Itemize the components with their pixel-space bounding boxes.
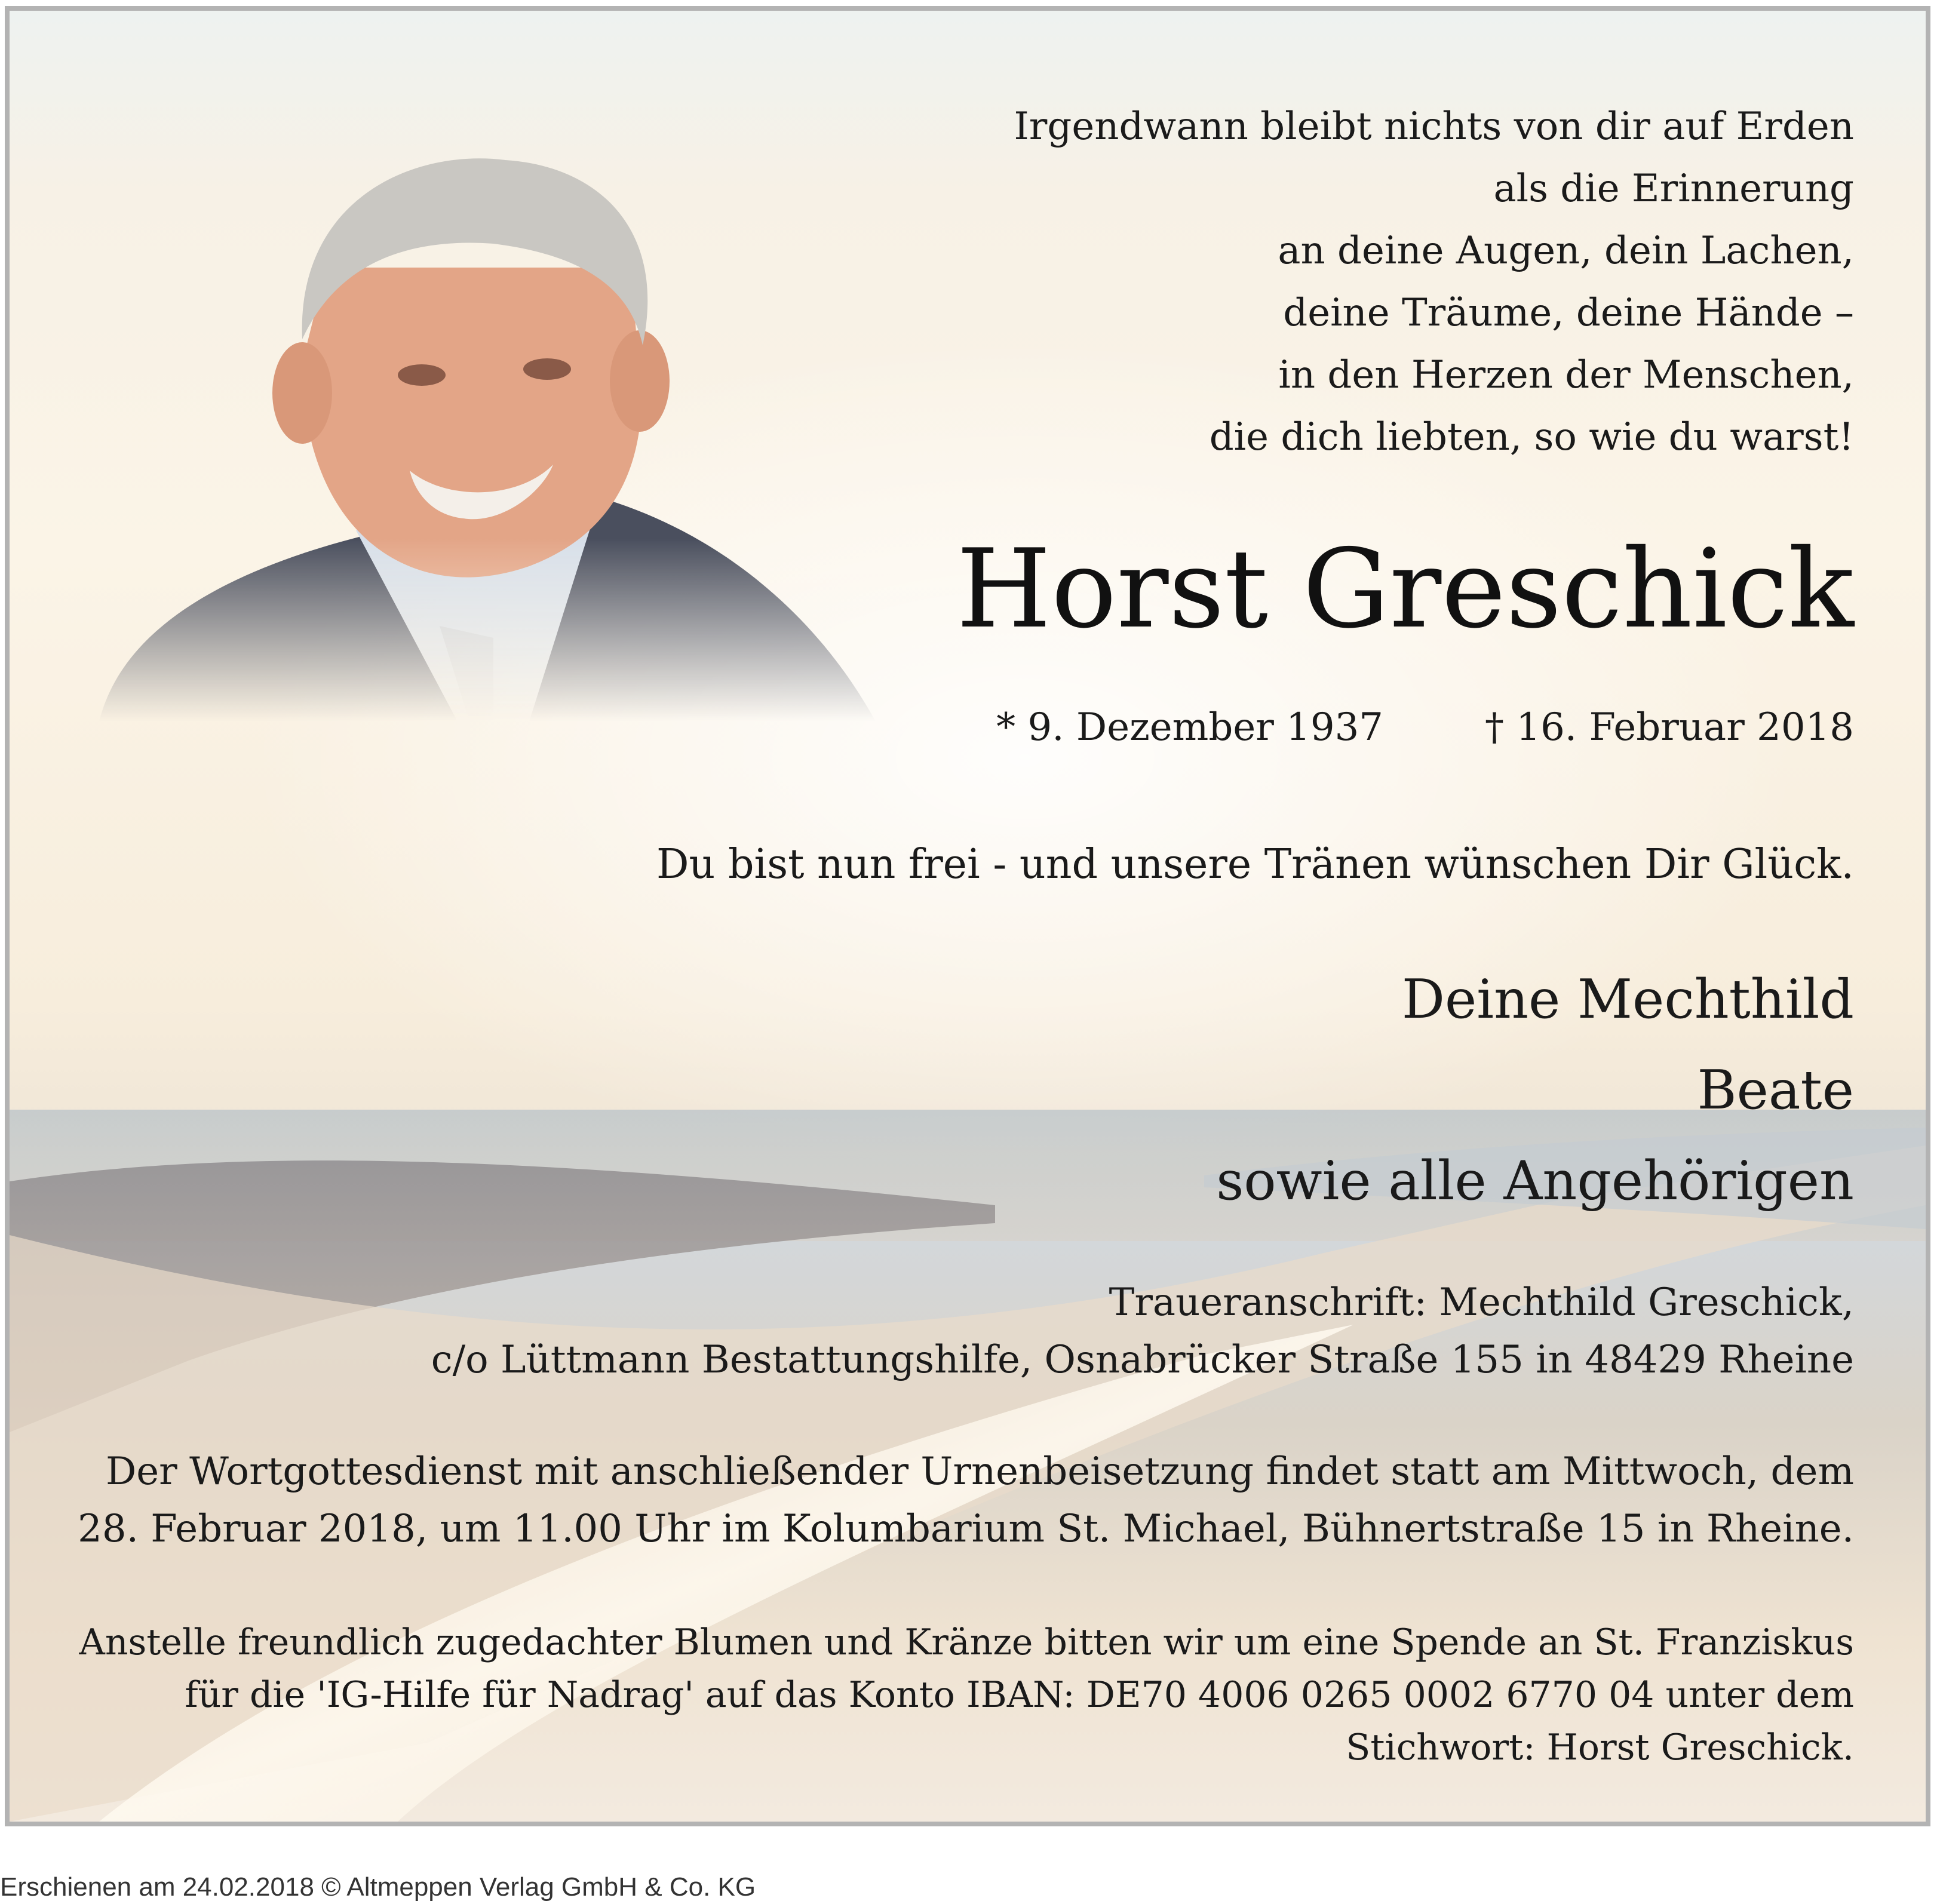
verse-line: in den Herzen der Menschen, bbox=[1278, 353, 1854, 397]
verse-line: an deine Augen, dein Lachen, bbox=[1278, 229, 1854, 273]
death-date: † 16. Februar 2018 bbox=[1485, 705, 1854, 750]
mourning-address bbox=[431, 1274, 1854, 1389]
address-line: Traueranschrift: Mechthild Greschick, bbox=[1109, 1280, 1854, 1325]
birth-date: * 9. Dezember 1937 bbox=[996, 705, 1383, 750]
portrait-photo bbox=[75, 112, 876, 721]
memorial-verse bbox=[1014, 96, 1855, 468]
motto: Du bist nun frei - und unsere Tränen wünschen Dir Glück. bbox=[656, 841, 1854, 888]
mourner-line: Beate bbox=[1697, 1059, 1854, 1122]
verse-line: die dich liebten, so wie du warst! bbox=[1209, 415, 1854, 459]
verse-line: Irgendwann bleibt nichts von dir auf Erden bbox=[1014, 105, 1854, 149]
service-info bbox=[78, 1443, 1854, 1558]
obituary-card bbox=[5, 6, 1930, 1826]
publication-footer: Erschienen am 24.02.2018 © Altmeppen Verlag GmbH & Co. KG bbox=[0, 1872, 756, 1902]
verse-line: deine Träume, deine Hände – bbox=[1283, 291, 1854, 335]
mourner-line: Deine Mechthild bbox=[1401, 968, 1854, 1031]
service-line: 28. Februar 2018, um 11.00 Uhr im Kolumbarium St. Michael, Bühnertstraße 15 in Rheine. bbox=[78, 1507, 1854, 1551]
service-line: Der Wortgottesdienst mit anschließender Urnenbeisetzung findet statt am Mittwoch, dem bbox=[105, 1450, 1854, 1494]
mourners bbox=[1216, 954, 1854, 1227]
mourner-line: sowie alle Angehörigen bbox=[1216, 1150, 1854, 1212]
verse-line: als die Erinnerung bbox=[1493, 167, 1854, 211]
life-dates bbox=[996, 704, 1854, 751]
donation-line: für die 'IG-Hilfe für Nadrag' auf das Konto IBAN: DE70 4006 0265 0002 6770 04 unter dem bbox=[185, 1674, 1854, 1716]
address-line: c/o Lüttmann Bestattungshilfe, Osnabrücker Straße 155 in 48429 Rheine bbox=[431, 1338, 1854, 1382]
donation-info bbox=[79, 1616, 1855, 1774]
donation-line: Stichwort: Horst Greschick. bbox=[1346, 1727, 1854, 1768]
donation-line: Anstelle freundlich zugedachter Blumen und Kränze bitten wir um eine Spende an St. Franziskus bbox=[79, 1622, 1854, 1663]
deceased-name: Horst Greschick bbox=[956, 526, 1854, 652]
